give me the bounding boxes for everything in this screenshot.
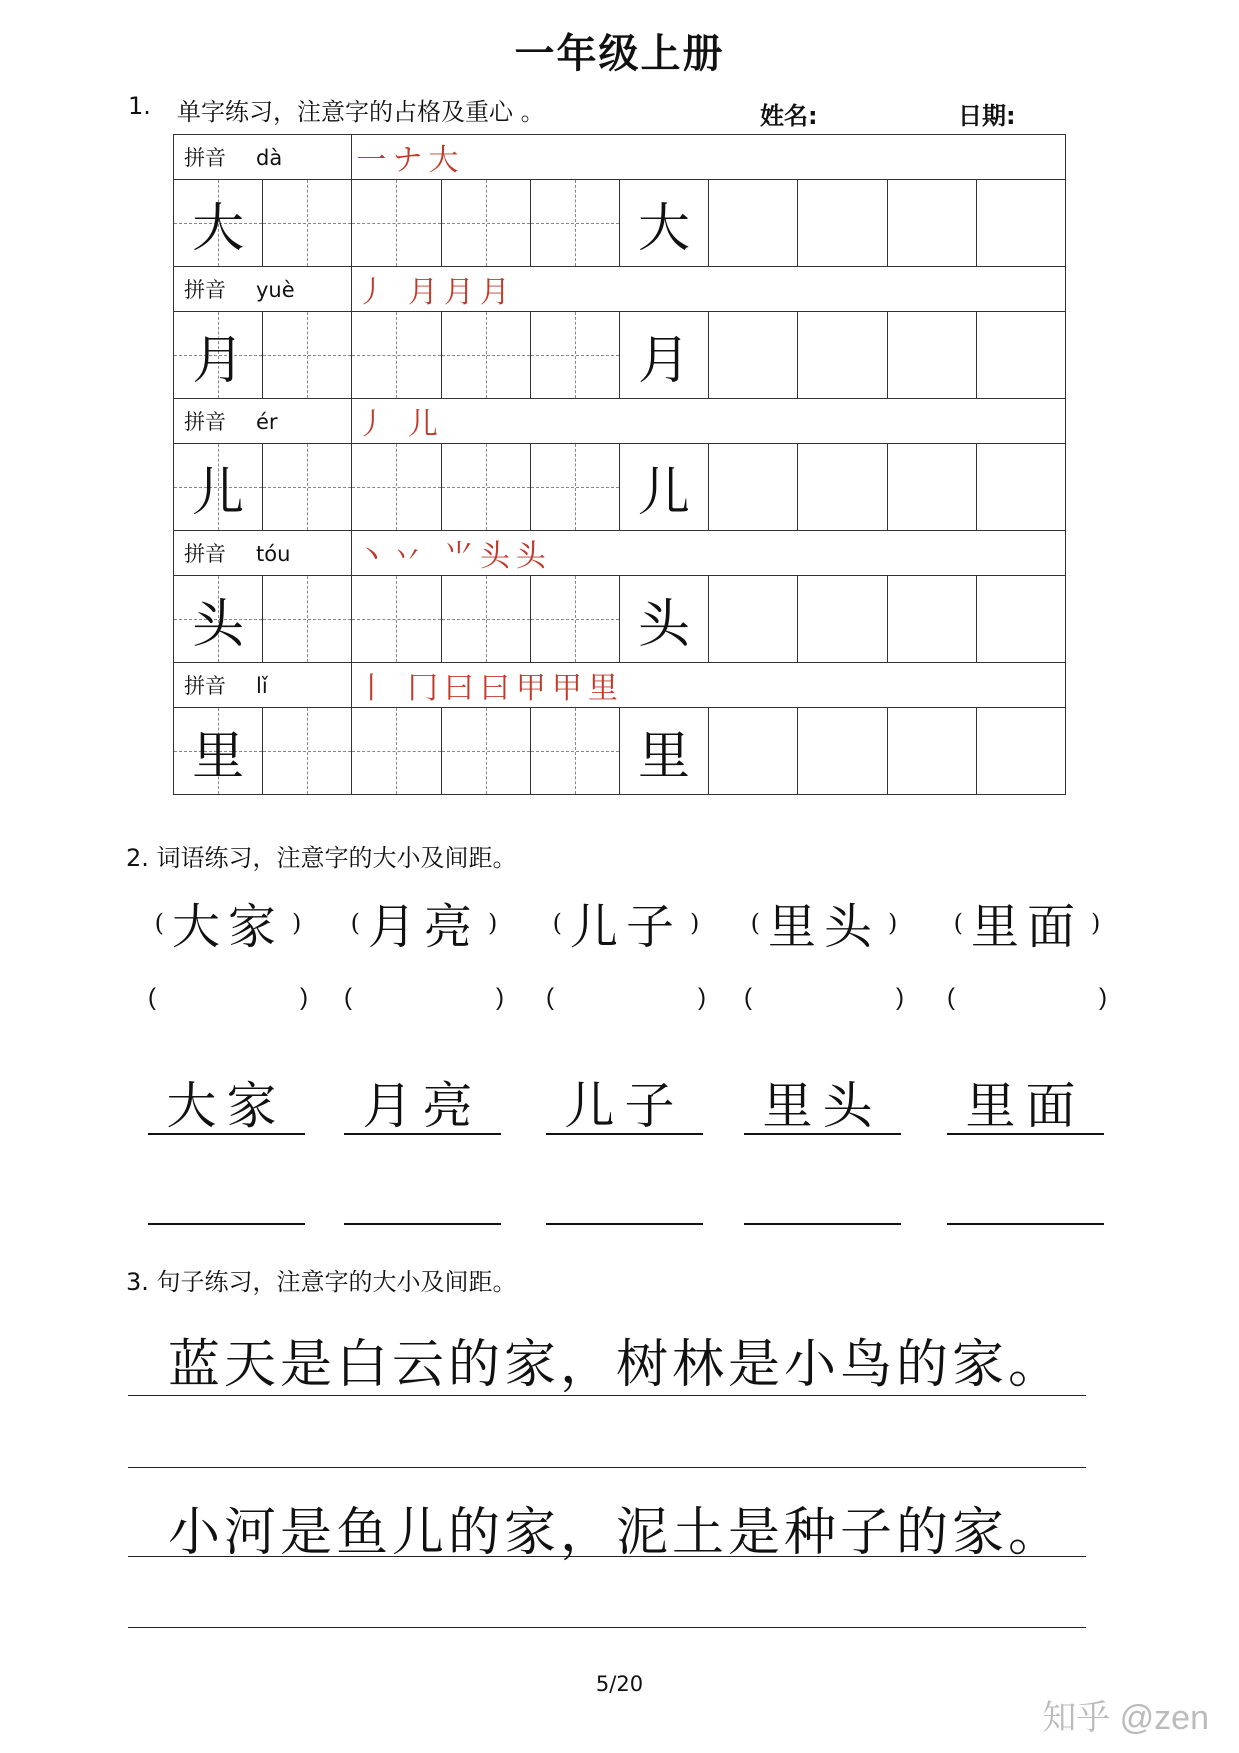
practice-cell[interactable] — [709, 312, 798, 399]
word: 月亮 — [367, 899, 480, 955]
practice-cell[interactable] — [352, 312, 441, 399]
pinyin-value: dà — [256, 146, 283, 170]
pinyin-caption: 拼音 — [184, 278, 226, 302]
practice-cell[interactable] — [441, 444, 530, 531]
writing-line — [128, 1556, 1086, 1557]
pinyin-answer-paren[interactable] — [744, 984, 904, 1012]
underlined-word: 里头 — [762, 1077, 883, 1135]
paren-open: ( — [148, 984, 156, 1011]
word-with-paren — [546, 888, 706, 957]
model-character: 里 — [192, 726, 245, 787]
stroke-order: 一ナ大 — [352, 135, 1066, 180]
pinyin-row — [174, 663, 1066, 708]
model-character-cell — [619, 180, 708, 267]
date-label: 日期: — [958, 102, 1016, 130]
word: 儿子 — [569, 899, 682, 955]
pinyin-answer-paren[interactable] — [947, 984, 1107, 1012]
page-title: 一年级上册 — [514, 31, 725, 77]
page-number: 5/20 — [595, 1672, 644, 1696]
writing-line — [128, 1395, 1086, 1396]
practice-cell[interactable] — [263, 576, 352, 663]
pinyin-value: ér — [256, 410, 278, 434]
word: 大家 — [171, 899, 284, 955]
model-character-cell — [174, 180, 263, 267]
pinyin-row — [174, 399, 1066, 444]
word-with-paren — [344, 888, 504, 957]
paren-close: ) — [300, 984, 308, 1011]
model-character-cell — [174, 312, 263, 399]
practice-cell[interactable] — [263, 180, 352, 267]
stroke-order: 丿 儿 — [352, 399, 1066, 444]
practice-cell[interactable] — [887, 444, 976, 531]
word-with-paren — [744, 888, 904, 957]
writing-row — [174, 180, 1066, 267]
practice-cell[interactable] — [530, 576, 619, 663]
word-writing-line[interactable] — [947, 1223, 1104, 1225]
model-character-cell — [619, 708, 708, 795]
model-character-cell — [619, 312, 708, 399]
practice-cell[interactable] — [887, 312, 976, 399]
practice-cell[interactable] — [709, 180, 798, 267]
paren-open: ( — [552, 908, 562, 937]
pinyin-answer-paren[interactable] — [148, 984, 308, 1012]
paren-close: ) — [292, 908, 302, 937]
word-writing-line[interactable] — [744, 1223, 901, 1225]
practice-cell[interactable] — [798, 312, 887, 399]
pinyin-label — [174, 267, 352, 312]
writing-row — [174, 312, 1066, 399]
practice-cell[interactable] — [441, 708, 530, 795]
paren-close: ) — [896, 984, 904, 1011]
word-underline — [947, 1133, 1104, 1135]
pinyin-caption: 拼音 — [184, 146, 226, 170]
pinyin-value: tóu — [256, 542, 291, 566]
sentence-1: 蓝天是白云的家，树林是小鸟的家。 — [168, 1335, 1065, 1395]
underlined-word: 里面 — [965, 1077, 1086, 1135]
word-with-paren — [148, 888, 308, 957]
practice-cell[interactable] — [709, 708, 798, 795]
practice-cell[interactable] — [352, 180, 441, 267]
practice-cell[interactable] — [263, 708, 352, 795]
stroke-order: 丶丷 ⺌头头 — [352, 531, 1066, 576]
model-character: 头 — [638, 594, 691, 655]
paren-open: ( — [350, 908, 360, 937]
pinyin-caption: 拼音 — [184, 410, 226, 434]
practice-cell[interactable] — [530, 708, 619, 795]
underlined-word: 大家 — [166, 1077, 287, 1135]
practice-cell[interactable] — [798, 708, 887, 795]
word-writing-line[interactable] — [148, 1223, 305, 1225]
section2-instruction: 2. 词语练习，注意字的大小及间距。 — [126, 844, 517, 872]
model-character-cell — [174, 708, 263, 795]
pinyin-caption: 拼音 — [184, 674, 226, 698]
practice-cell[interactable] — [530, 444, 619, 531]
pinyin-label — [174, 531, 352, 576]
pinyin-value: yuè — [256, 278, 295, 302]
word-writing-line[interactable] — [546, 1223, 703, 1225]
practice-cell[interactable] — [530, 312, 619, 399]
paren-open: ( — [154, 908, 164, 937]
pinyin-caption: 拼音 — [184, 542, 226, 566]
pinyin-row — [174, 135, 1066, 180]
section1-instruction: 单字练习，注意字的占格及重心 。 — [177, 98, 545, 126]
writing-row — [174, 708, 1066, 795]
underlined-word: 月亮 — [362, 1077, 483, 1135]
practice-cell[interactable] — [352, 444, 441, 531]
practice-cell[interactable] — [976, 180, 1065, 267]
pinyin-label — [174, 399, 352, 444]
underlined-word: 儿子 — [564, 1077, 685, 1135]
paren-open: ( — [953, 908, 963, 937]
paren-open: ( — [744, 984, 752, 1011]
model-character: 大 — [192, 198, 245, 259]
name-label: 姓名: — [760, 102, 818, 130]
model-character: 月 — [192, 330, 245, 391]
stroke-order: 丨 冂曰曰甲甲里 — [352, 663, 1066, 708]
paren-close: ) — [1099, 984, 1107, 1011]
word-writing-line[interactable] — [344, 1223, 501, 1225]
pinyin-value: lǐ — [256, 674, 268, 698]
pinyin-answer-paren[interactable] — [546, 984, 706, 1012]
word-underline — [744, 1133, 901, 1135]
paren-close: ) — [698, 984, 706, 1011]
practice-cell[interactable] — [887, 708, 976, 795]
model-character: 大 — [638, 198, 691, 259]
practice-cell[interactable] — [441, 312, 530, 399]
model-character-cell — [174, 576, 263, 663]
model-character-cell — [174, 444, 263, 531]
sentence-2: 小河是鱼儿的家，泥土是种子的家。 — [168, 1503, 1065, 1563]
writing-row — [174, 576, 1066, 663]
paren-close: ) — [888, 908, 898, 937]
paren-close: ) — [690, 908, 700, 937]
practice-cell[interactable] — [976, 576, 1065, 663]
paren-open: ( — [546, 984, 554, 1011]
section3-instruction: 3. 句子练习，注意字的大小及间距。 — [126, 1268, 517, 1296]
word-underline — [148, 1133, 305, 1135]
watermark: 知乎 @zen — [1042, 1699, 1209, 1737]
practice-cell[interactable] — [352, 708, 441, 795]
writing-line — [128, 1627, 1086, 1628]
pinyin-label — [174, 135, 352, 180]
stroke-order: 丿 月月月 — [352, 267, 1066, 312]
pinyin-answer-paren[interactable] — [344, 984, 504, 1012]
practice-cell[interactable] — [887, 576, 976, 663]
word: 里头 — [767, 899, 880, 955]
paren-close: ) — [1091, 908, 1101, 937]
paren-open: ( — [947, 984, 955, 1011]
model-character: 月 — [638, 330, 691, 391]
practice-cell[interactable] — [709, 444, 798, 531]
practice-cell[interactable] — [976, 708, 1065, 795]
model-character: 里 — [638, 726, 691, 787]
practice-cell[interactable] — [798, 576, 887, 663]
section1-number: 1. — [128, 92, 151, 120]
practice-cell[interactable] — [887, 180, 976, 267]
writing-line — [128, 1467, 1086, 1468]
practice-cell[interactable] — [263, 312, 352, 399]
practice-cell[interactable] — [441, 180, 530, 267]
character-practice-grid — [173, 134, 1066, 795]
word-underline — [546, 1133, 703, 1135]
practice-cell[interactable] — [976, 312, 1065, 399]
paren-open: ( — [750, 908, 760, 937]
pinyin-row — [174, 531, 1066, 576]
paren-close: ) — [488, 908, 498, 937]
practice-cell[interactable] — [530, 180, 619, 267]
paren-open: ( — [344, 984, 352, 1011]
writing-row — [174, 444, 1066, 531]
word-with-paren — [947, 888, 1107, 957]
practice-cell[interactable] — [798, 180, 887, 267]
practice-cell[interactable] — [263, 444, 352, 531]
model-character: 儿 — [638, 462, 691, 523]
practice-cell[interactable] — [798, 444, 887, 531]
practice-cell[interactable] — [441, 576, 530, 663]
pinyin-label — [174, 663, 352, 708]
practice-cell[interactable] — [352, 576, 441, 663]
word: 里面 — [970, 899, 1083, 955]
paren-close: ) — [496, 984, 504, 1011]
model-character-cell — [619, 576, 708, 663]
practice-cell[interactable] — [976, 444, 1065, 531]
model-character-cell — [619, 444, 708, 531]
practice-cell[interactable] — [709, 576, 798, 663]
pinyin-row — [174, 267, 1066, 312]
model-character: 儿 — [192, 462, 245, 523]
word-underline — [344, 1133, 501, 1135]
model-character: 头 — [192, 594, 245, 655]
